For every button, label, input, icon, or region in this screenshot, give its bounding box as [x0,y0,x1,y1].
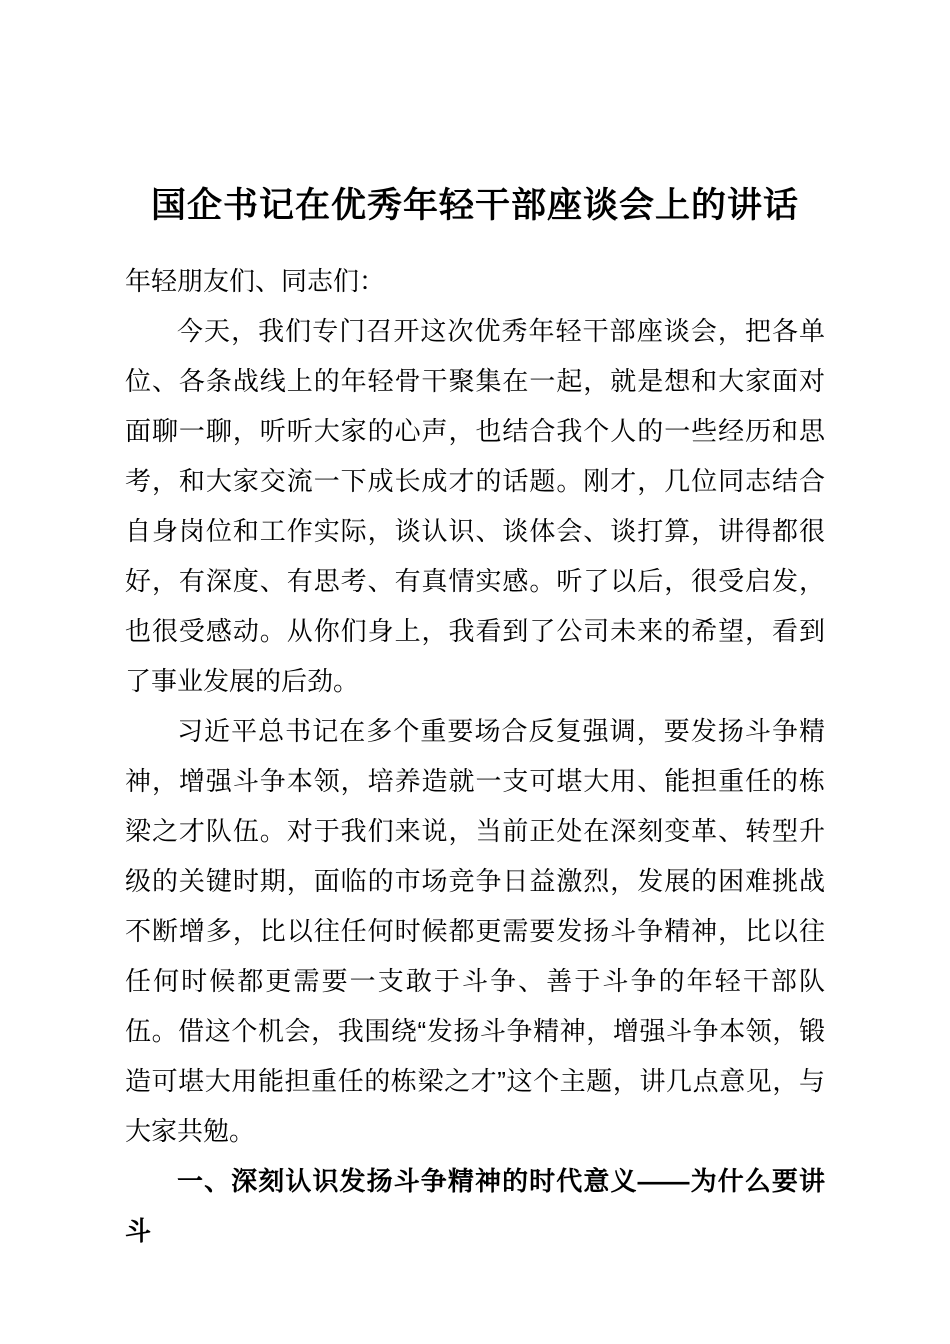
section-heading-1: 一、深刻认识发扬斗争精神的时代意义——为什么要讲斗 [125,1166,825,1246]
document-body [125,256,825,1256]
salutation-line: 年轻朋友们、同志们： [125,266,386,296]
body-paragraph-1: 今天，我们专门召开这次优秀年轻干部座谈会，把各单位、各条战线上的年轻骨干聚集在一起，就是想和大家面对面聊一聊，听听大家的心声，也结合我个人的一些经历和思考，和大家交流一下成长成才的话题。刚才，几位同志结合自身岗位和工作实际，谈认识、谈体会、谈打算，讲得都很好，有深度、有思考、有真情实感。听了以后，很受启发，也很受感动。从你们身上，我看到了公司未来的希望，看到了事业发展的后劲。 [125,316,825,696]
body-paragraph-2: 习近平总书记在多个重要场合反复强调，要发扬斗争精神，增强斗争本领，培养造就一支可堪大用、能担重任的栋梁之才队伍。对于我们来说，当前正处在深刻变革、转型升级的关键时期，面临的市场竞争日益激烈，发展的困难挑战不断增多，比以往任何时候都更需要发扬斗争精神，比以往任何时候都更需要一支敢于斗争、善于斗争的年轻干部队伍。借这个机会，我围绕“发扬斗争精神，增强斗争本领，锻造可堪大用能担重任的栋梁之才”这个主题，讲几点意见，与大家共勉。 [125,716,825,1146]
document-title: 国企书记在优秀年轻干部座谈会上的讲话 [150,186,799,225]
